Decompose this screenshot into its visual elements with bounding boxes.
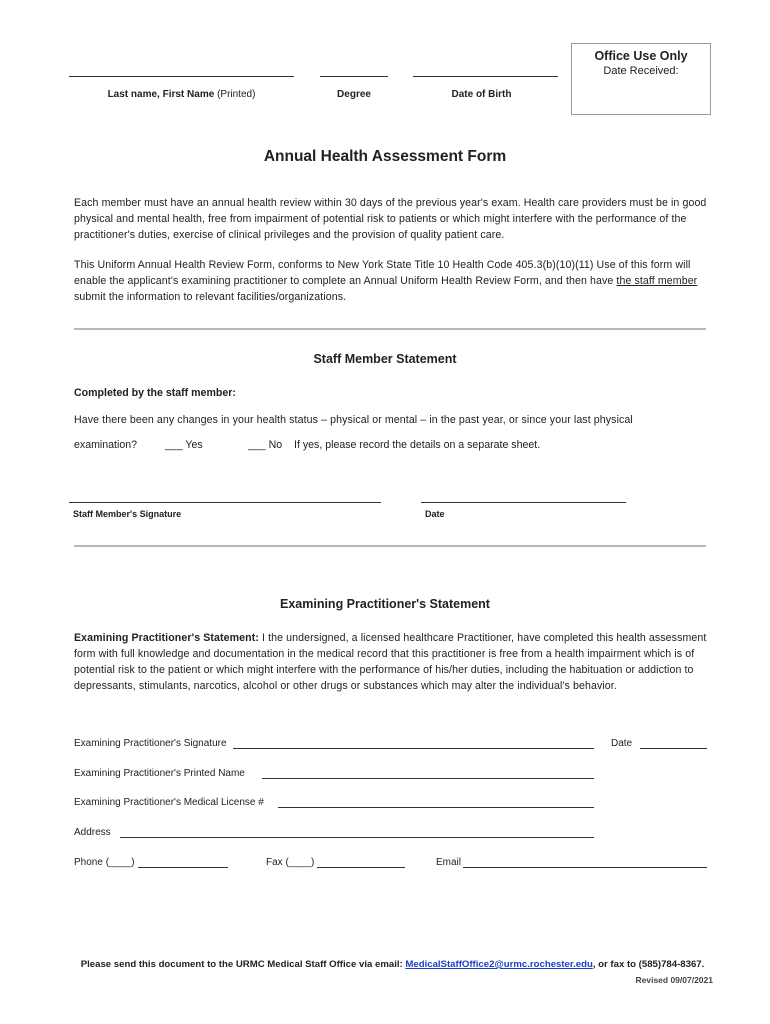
date-received-label: Date Received: bbox=[603, 65, 679, 77]
degree-label: Degree bbox=[337, 89, 371, 100]
practitioner-date-label: Date bbox=[611, 738, 633, 749]
practitioner-signature-label: Examining Practitioner's Signature bbox=[74, 738, 227, 749]
practitioner-statement: Examining Practitioner's Statement: I the undersigned, a licensed healthcare Practitioner, have completed this health assessment form with full knowledge and documentation in the medical record that this practitioner is free from a health impairment which is of potential risk to the patient or which might interfere with the performance of his/her duties, including the habituation or addiction to depressants, stimulants, narcotics, alcohol or other drugs or substances which may alter the individual's behavior. bbox=[74, 632, 707, 692]
dob-label: Date of Birth bbox=[451, 89, 512, 100]
practitioner-signature-line[interactable] bbox=[233, 748, 594, 749]
email-label: Email bbox=[436, 857, 462, 868]
phone-line[interactable] bbox=[138, 867, 228, 868]
form-title: Annual Health Assessment Form bbox=[263, 148, 507, 165]
no-option[interactable]: ___ No bbox=[248, 439, 283, 451]
revised-date: Revised 09/07/2021 bbox=[635, 975, 713, 985]
health-change-question: Have there been any changes in your health status – physical or mental – in the past year, or since your last physical bbox=[74, 414, 633, 426]
phone-label: Phone (____) bbox=[74, 857, 135, 868]
practitioner-section-title: Examining Practitioner's Statement bbox=[280, 597, 490, 611]
name-input-line[interactable] bbox=[69, 76, 294, 77]
staff-date-line[interactable] bbox=[421, 502, 626, 503]
intro-paragraph-1: Each member must have an annual health review within 30 days of the previous year's exam. Health care providers must be in good physical and mental health, free from impairment of potential risk to patients or which might interfere with the performance of the practitioner's duties, exercise of clinical privileges and the provision of quality patient care. bbox=[74, 197, 707, 241]
yes-option[interactable]: ___ Yes bbox=[165, 439, 203, 451]
medical-license-line[interactable] bbox=[278, 807, 594, 808]
medical-license-label: Examining Practitioner's Medical License # bbox=[74, 797, 264, 808]
intro-paragraph-2: This Uniform Annual Health Review Form, conforms to New York State Title 10 Health Code 405.3(b)(10)(11) Use of this form will enable the applicant's examining practitioner to complete an Annual Uniform Health Review Form, and then have the staff member submit the information to relevant facilities/organizations. bbox=[74, 259, 698, 303]
staff-member-underlined: the staff member bbox=[616, 275, 698, 287]
practitioner-date-line[interactable] bbox=[640, 748, 707, 749]
staff-signature-label: Staff Member's Signature bbox=[73, 509, 182, 519]
footer-instruction: Please send this document to the URMC Medical Staff Office via email: MedicalStaffOffice2@urmc.rochester.edu, or fax to (585)784-8367. bbox=[80, 959, 705, 970]
office-use-title: Office Use Only bbox=[594, 49, 688, 63]
staff-office-email-link[interactable]: MedicalStaffOffice2@urmc.rochester.edu bbox=[405, 959, 593, 970]
email-line[interactable] bbox=[463, 867, 707, 868]
fax-label: Fax (____) bbox=[266, 857, 315, 868]
address-label: Address bbox=[74, 827, 111, 838]
dob-input-line[interactable] bbox=[413, 76, 558, 77]
fax-line[interactable] bbox=[317, 867, 405, 868]
printed-name-label: Examining Practitioner's Printed Name bbox=[74, 768, 245, 779]
completed-by-label: Completed by the staff member: bbox=[74, 387, 236, 399]
examination-label: examination? bbox=[74, 439, 138, 451]
separate-sheet-instruction: If yes, please record the details on a separate sheet. bbox=[294, 439, 541, 451]
address-line[interactable] bbox=[120, 837, 594, 838]
section-divider-2 bbox=[74, 545, 706, 547]
staff-section-title: Staff Member Statement bbox=[313, 352, 457, 366]
office-use-box bbox=[571, 43, 711, 115]
staff-date-label: Date bbox=[425, 509, 445, 519]
section-divider-1 bbox=[74, 328, 706, 330]
printed-name-line[interactable] bbox=[262, 778, 594, 779]
staff-signature-line[interactable] bbox=[69, 502, 381, 503]
degree-input-line[interactable] bbox=[320, 76, 388, 77]
name-label: Last name, First Name (Printed) bbox=[107, 89, 256, 100]
